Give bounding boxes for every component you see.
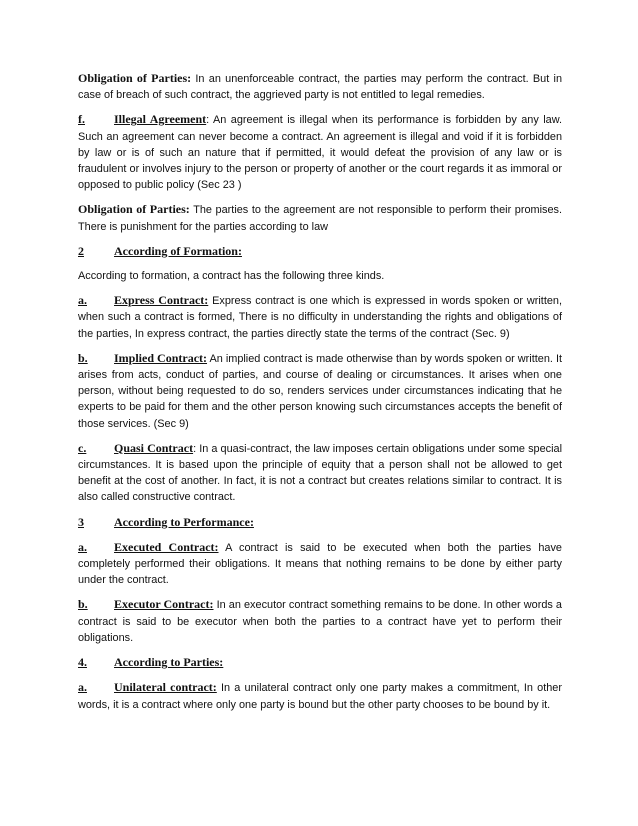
paragraph-unilateral-contract — [78, 679, 562, 712]
paragraph-text: In a unilateral contract only one party makes a commitment, In other words, it is a contract where only one party is bound but the other party chooses to be bound by it. — [78, 682, 562, 711]
paragraph-heading: Express Contract: — [114, 293, 209, 308]
paragraph-quasi-contract — [78, 440, 562, 506]
section-title: According to Performance: — [114, 514, 254, 529]
section-title: According of Formation: — [114, 243, 242, 258]
paragraph-text: A contract is said to be executed when both the parties have completely performed their obligations. It means that nothing remains to be done by either party under the contract. — [78, 541, 562, 587]
section-number: 3 — [78, 514, 84, 529]
item-number: b. — [78, 350, 88, 365]
section-heading-parties — [78, 654, 562, 671]
paragraph-text: : An agreement is illegal when its performance is forbidden by any law. Such an agreement can never become a contract. An agreement is illegal and void if it is forbidden by law or is of such an nature that if permitted, it would defeat the provision of any law or is fraudulent or involves injury to the person or property of another or the court regards it as immoral or opposed to public policy (Sec 23 ) — [78, 114, 562, 192]
paragraph-heading: Obligation of Parties: — [78, 71, 192, 85]
paragraph-text: In an executor contract something remains to be done. In other words a contract is said to be executor when both the parties to a contract have yet to perform their obligations. — [78, 599, 562, 644]
paragraph-executed-contract — [78, 539, 562, 589]
item-number: a. — [78, 293, 87, 308]
paragraph-text: Express contract is one which is expressed in words spoken or written, when such a contract is formed, There is no difficulty in understanding the rights and obligations of the parties, In express contract, the parties directly state the terms of the contract (Sec. 9) — [78, 295, 562, 340]
item-number: f. — [78, 112, 85, 127]
section-number: 2 — [78, 243, 84, 258]
item-number: a. — [78, 680, 87, 695]
section-number: 4. — [78, 655, 87, 670]
section-heading-formation — [78, 243, 562, 260]
section-heading-performance — [78, 514, 562, 531]
paragraph-express-contract — [78, 292, 562, 342]
paragraph-text: According to formation, a contract has the following three kinds. — [78, 270, 385, 283]
paragraph-heading: Quasi Contract — [114, 440, 194, 455]
paragraph-obligation-illegal — [78, 201, 562, 234]
paragraph-text: : In a quasi-contract, the law imposes certain obligations under some special circumstances. It is based upon the principle of equity that a person shall not be allowed to get benefit at the cost of another. In fact, it is not a contract but creates relations similar to contract. It is also called constructive contract. — [78, 442, 562, 504]
item-number: b. — [78, 597, 88, 612]
paragraph-formation-intro — [78, 268, 562, 284]
paragraph-heading: Executor Contract: — [114, 597, 214, 612]
paragraph-heading: Obligation of Parties: — [78, 202, 190, 217]
paragraph-obligation-unenforceable — [78, 70, 562, 103]
paragraph-text: In an unenforceable contract, the parties may perform the contract. But in case of breach of such contract, the aggrieved party is not entitled to legal remedies. — [78, 73, 562, 102]
document-page — [78, 70, 562, 721]
section-title: According to Parties: — [114, 655, 224, 670]
paragraph-heading: Executed Contract: — [114, 539, 219, 554]
paragraph-implied-contract — [78, 350, 562, 432]
paragraph-executor-contract — [78, 596, 562, 646]
paragraph-heading: Implied Contract: — [114, 350, 208, 365]
paragraph-illegal-agreement — [78, 111, 562, 193]
paragraph-text: An implied contract is made otherwise than by words spoken or written. It arises from acts, conduct of parties, and course of dealing or circumstances. It arises when one person, without being requested to do so, renders services under circumstances indicating that he experts to be paid for them and the other person knowing such circumstances accepts the benefit of those services. (Sec 9) — [78, 352, 562, 430]
item-number: c. — [78, 440, 87, 455]
paragraph-text: The parties to the agreement are not responsible to perform their promises. There is punishment for the parties according to law — [78, 204, 563, 233]
item-number: a. — [78, 539, 87, 554]
paragraph-heading: Unilateral contract: — [114, 680, 217, 695]
paragraph-heading: Illegal Agreement — [114, 112, 207, 127]
